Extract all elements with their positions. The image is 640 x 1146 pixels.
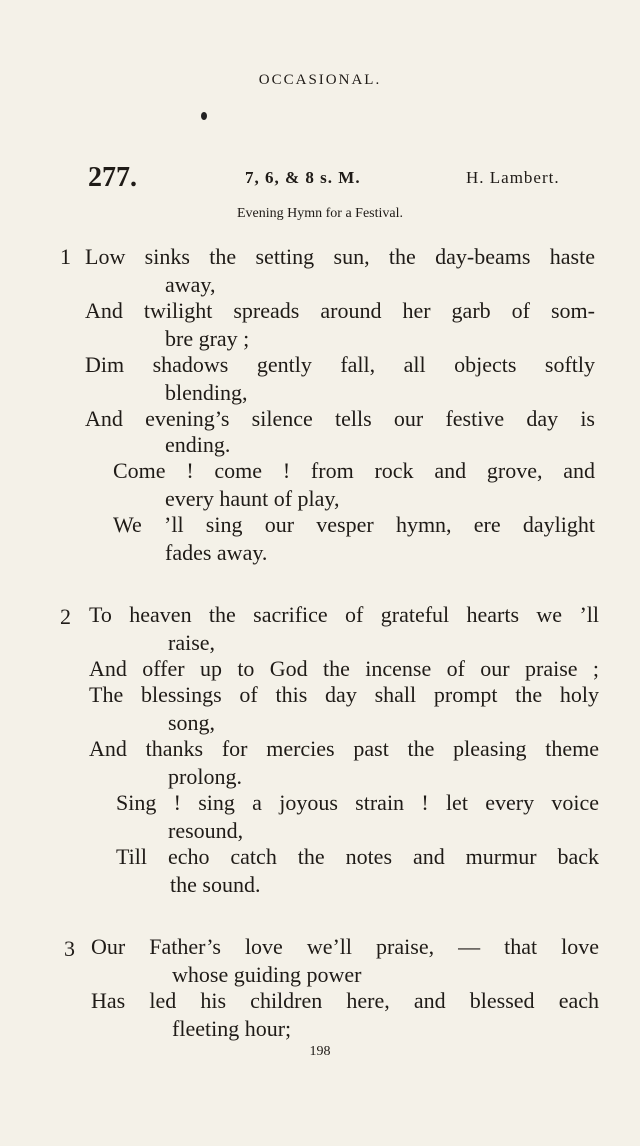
- running-header: OCCASIONAL.: [258, 72, 382, 88]
- verse-line: fleeting hour;: [172, 1016, 292, 1041]
- verse-line: the sound.: [170, 872, 261, 897]
- verse-line: raise,: [168, 630, 216, 655]
- verse-line: song,: [168, 710, 216, 735]
- hymn-meter: 7, 6, & 8 s. M.: [245, 168, 361, 187]
- verse-line: resound,: [168, 818, 244, 843]
- verse-number: 1: [60, 244, 71, 269]
- verse-line: whose guiding power: [172, 962, 362, 987]
- verse-line: Has led his children here, and blessed each: [91, 988, 599, 1013]
- verse-line: Low sinks the setting sun, the day-beams haste: [85, 244, 595, 269]
- hymn-author: H. Lambert.: [466, 168, 560, 187]
- verse-line: ending.: [165, 432, 231, 457]
- verse-line: Till echo catch the notes and murmur back: [116, 844, 599, 869]
- verse-line: Our Father’s love we’ll praise, — that love: [91, 934, 599, 959]
- verse-line: To heaven the sacrifice of grateful hearts we ’ll: [89, 602, 599, 627]
- verse-line: Come ! come ! from rock and grove, and: [113, 458, 595, 483]
- verse-line: prolong.: [168, 764, 242, 789]
- verse-line: away,: [165, 272, 216, 297]
- verse-line: every haunt of play,: [165, 486, 340, 511]
- verse-line: fades away.: [165, 540, 268, 565]
- verse-line: And evening’s silence tells our festive day is: [85, 406, 595, 431]
- verse-line: We ’ll sing our vesper hymn, ere daylight: [113, 512, 595, 537]
- verse-number: 2: [60, 604, 71, 629]
- verse-line: Dim shadows gently fall, all objects softly: [85, 352, 595, 377]
- verse-number: 3: [64, 936, 75, 961]
- page-number: 198: [309, 1044, 331, 1059]
- verse-line: blending,: [165, 380, 248, 405]
- verse-line: The blessings of this day shall prompt the holy: [89, 682, 599, 707]
- hymn-title: Evening Hymn for a Festival.: [236, 206, 404, 221]
- verse-line: And twilight spreads around her garb of som-: [85, 298, 595, 323]
- verse-line: bre gray ;: [165, 326, 250, 351]
- hymn-number: 277.: [88, 162, 137, 193]
- verse-line: And thanks for mercies past the pleasing theme: [89, 736, 599, 761]
- verse-line: And offer up to God the incense of our praise ;: [89, 656, 599, 681]
- verse-line: Sing ! sing a joyous strain ! let every voice: [116, 790, 599, 815]
- printer-mark: [201, 112, 207, 120]
